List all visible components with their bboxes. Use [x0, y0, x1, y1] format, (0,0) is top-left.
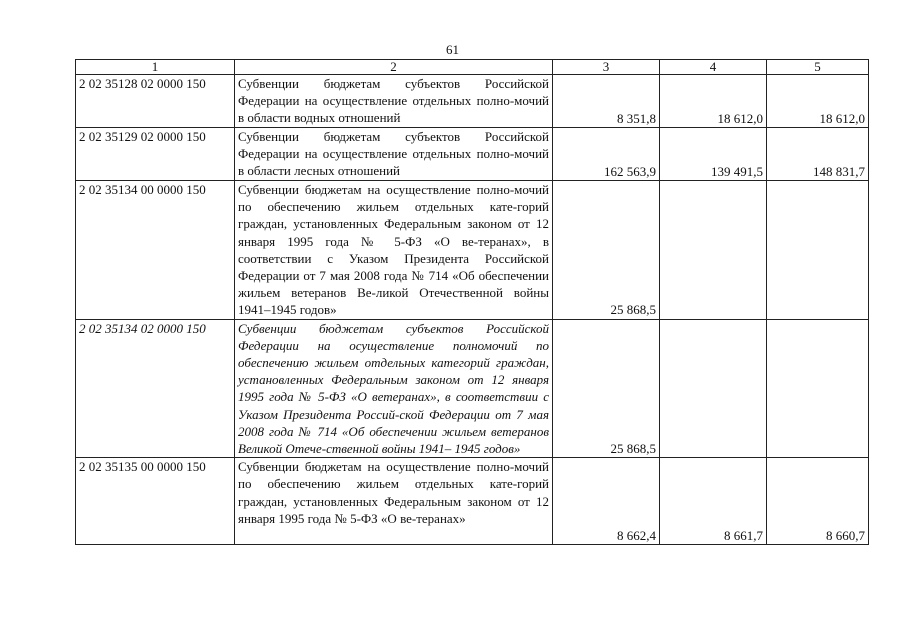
table-row	[76, 75, 869, 128]
value-col3: 8 662,4	[553, 458, 660, 545]
row-description: Субвенции бюджетам субъектов Российской Федерации на осуществление отдельных полно-мочий в области лесных отношений	[235, 128, 553, 181]
value-col4	[660, 181, 767, 320]
table-row	[76, 319, 869, 458]
row-description: Субвенции бюджетам на осуществление полно-мочий по обеспечению жильем отдельных кате-горий граждан, установленных Федеральным законом от 12 января 1995 года № 5-ФЗ «О ве-теранах», в соответствии с Указом Президента Российской Федерации от 7 мая 2008 года № 714 «Об обеспечении жильем ветеранов Ве-ликой Отечественной войны 1941–1945 годов»	[235, 181, 553, 320]
value-col4: 8 661,7	[660, 458, 767, 545]
budget-code: 2 02 35134 00 0000 150	[76, 181, 235, 320]
row-description: Субвенции бюджетам субъектов Российской Федерации на осуществление отдельных полно-мочий в области водных отношений	[235, 75, 553, 128]
value-col4	[660, 319, 767, 458]
table-header-row	[76, 60, 869, 75]
page-number: 61	[446, 42, 459, 57]
column-header-1: 1	[76, 60, 235, 75]
value-col5: 8 660,7	[767, 458, 869, 545]
table-row	[76, 128, 869, 181]
row-description: Субвенции бюджетам субъектов Российской Федерации на осуществление полномочий по обеспечению жильем отдельных категорий граждан, установленных Федеральным законом от 12 января 1995 года № 5-ФЗ «О ветеранах», в соответствии с Указом Президента Россий-ской Федерации от 7 мая 2008 года № 714 «Об обеспечении жильем ветеранов Великой Отече-ственной войны 1941– 1945 годов»	[235, 319, 553, 458]
value-col3: 8 351,8	[553, 75, 660, 128]
budget-code: 2 02 35129 02 0000 150	[76, 128, 235, 181]
value-col3: 25 868,5	[553, 319, 660, 458]
value-col3: 162 563,9	[553, 128, 660, 181]
value-col3: 25 868,5	[553, 181, 660, 320]
value-col5: 18 612,0	[767, 75, 869, 128]
value-col4: 139 491,5	[660, 128, 767, 181]
column-header-5: 5	[767, 60, 869, 75]
row-description: Субвенции бюджетам на осуществление полно-мочий по обеспечению жильем отдельных кате-горий граждан, установленных Федеральным законом от 12 января 1995 года № 5-ФЗ «О ве-теранах»	[235, 458, 553, 545]
value-col5	[767, 319, 869, 458]
table-row	[76, 181, 869, 320]
budget-table	[75, 59, 869, 545]
column-header-3: 3	[553, 60, 660, 75]
budget-code: 2 02 35135 00 0000 150	[76, 458, 235, 545]
budget-code: 2 02 35134 02 0000 150	[76, 319, 235, 458]
column-header-4: 4	[660, 60, 767, 75]
value-col5	[767, 181, 869, 320]
budget-code: 2 02 35128 02 0000 150	[76, 75, 235, 128]
column-header-2: 2	[235, 60, 553, 75]
table-row	[76, 458, 869, 545]
value-col4: 18 612,0	[660, 75, 767, 128]
value-col5: 148 831,7	[767, 128, 869, 181]
